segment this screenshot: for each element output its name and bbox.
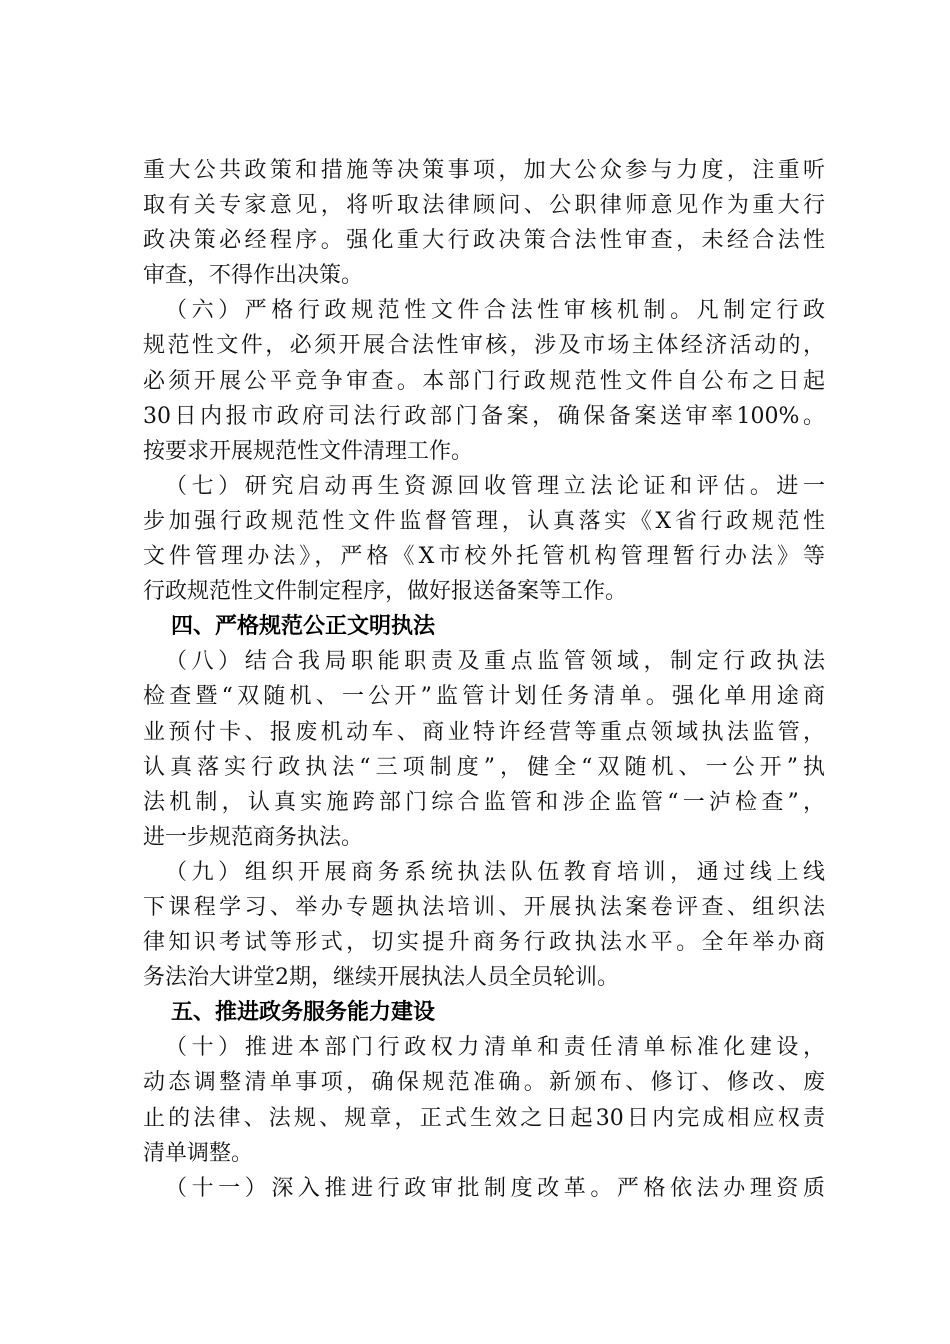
text-line: 下课程学习、举办专题执法培训、开展执法案卷评查、组织法	[143, 894, 825, 920]
text-line: 取有关专家意见，将听取法律顾问、公职律师意见作为重大行	[143, 193, 825, 219]
text-line: （九）组织开展商务系统执法队伍教育培训，通过线上线	[165, 859, 825, 885]
text-line: 必须开展公平竞争审查。本部门行政规范性文件自公布之日起	[143, 368, 825, 394]
text-line: 进一步规范商务执法。	[143, 824, 364, 850]
text-line: 重大公共政策和措施等决策事项，加大公众参与力度，注重听	[143, 158, 825, 183]
text-line: 律知识考试等形式，切实提升商务行政执法水平。全年举办商	[143, 930, 825, 956]
text-line: 清单调整。	[143, 1140, 254, 1166]
text-line: 务法治大讲堂2期，继续开展执法人员全员轮训。	[143, 965, 619, 991]
text-line: 规范性文件，必须开展合法性审核，涉及市场主体经济活动的，	[143, 333, 825, 359]
text-line: （十一）深入推进行政审批制度改革。严格依法办理资质	[165, 1175, 825, 1201]
document-body	[143, 153, 825, 1206]
text-line: 行政规范性文件制定程序，做好报送备案等工作。	[143, 579, 628, 605]
text-line: 认真落实行政执法“三项制度”，健全“双随机、一公开”执	[143, 754, 825, 780]
text-line: 政决策必经程序。强化重大行政决策合法性审查，未经合法性	[143, 228, 825, 254]
text-line: （六）严格行政规范性文件合法性审核机制。凡制定行政	[165, 298, 825, 324]
text-line: 检查暨“双随机、一公开”监管计划任务清单。强化单用途商	[143, 684, 825, 710]
text-line: 动态调整清单事项，确保规范准确。新颁布、修订、修改、废	[143, 1070, 825, 1096]
text-line: 法机制，认真实施跨部门综合监管和涉企监管“一泸检查”，	[143, 789, 825, 815]
text-line: 审查，不得作出决策。	[143, 263, 364, 289]
text-line: 止的法律、法规、规章，正式生效之日起30日内完成相应权责	[143, 1105, 825, 1131]
text-line: 步加强行政规范性文件监督管理，认真落实《X省行政规范性	[143, 508, 825, 534]
text-line: （七）研究启动再生资源回收管理立法论证和评估。进一	[165, 473, 825, 499]
text-line: 按要求开展规范性文件清理工作。	[143, 438, 474, 464]
section-heading: 四、严格规范公正文明执法	[171, 614, 436, 640]
text-line: 30日内报市政府司法行政部门备案，确保备案送审率100%。	[143, 403, 825, 429]
text-line: 文件管理办法》，严格《X市校外托管机构管理暂行办法》等	[143, 544, 825, 570]
section-heading: 五、推进政务服务能力建设	[171, 1000, 436, 1026]
text-line: （十）推进本部门行政权力清单和责任清单标准化建设，	[165, 1035, 825, 1061]
text-line: （八）结合我局职能职责及重点监管领域，制定行政执法	[165, 649, 825, 675]
text-line: 业预付卡、报废机动车、商业特许经营等重点领域执法监管，	[143, 719, 825, 745]
